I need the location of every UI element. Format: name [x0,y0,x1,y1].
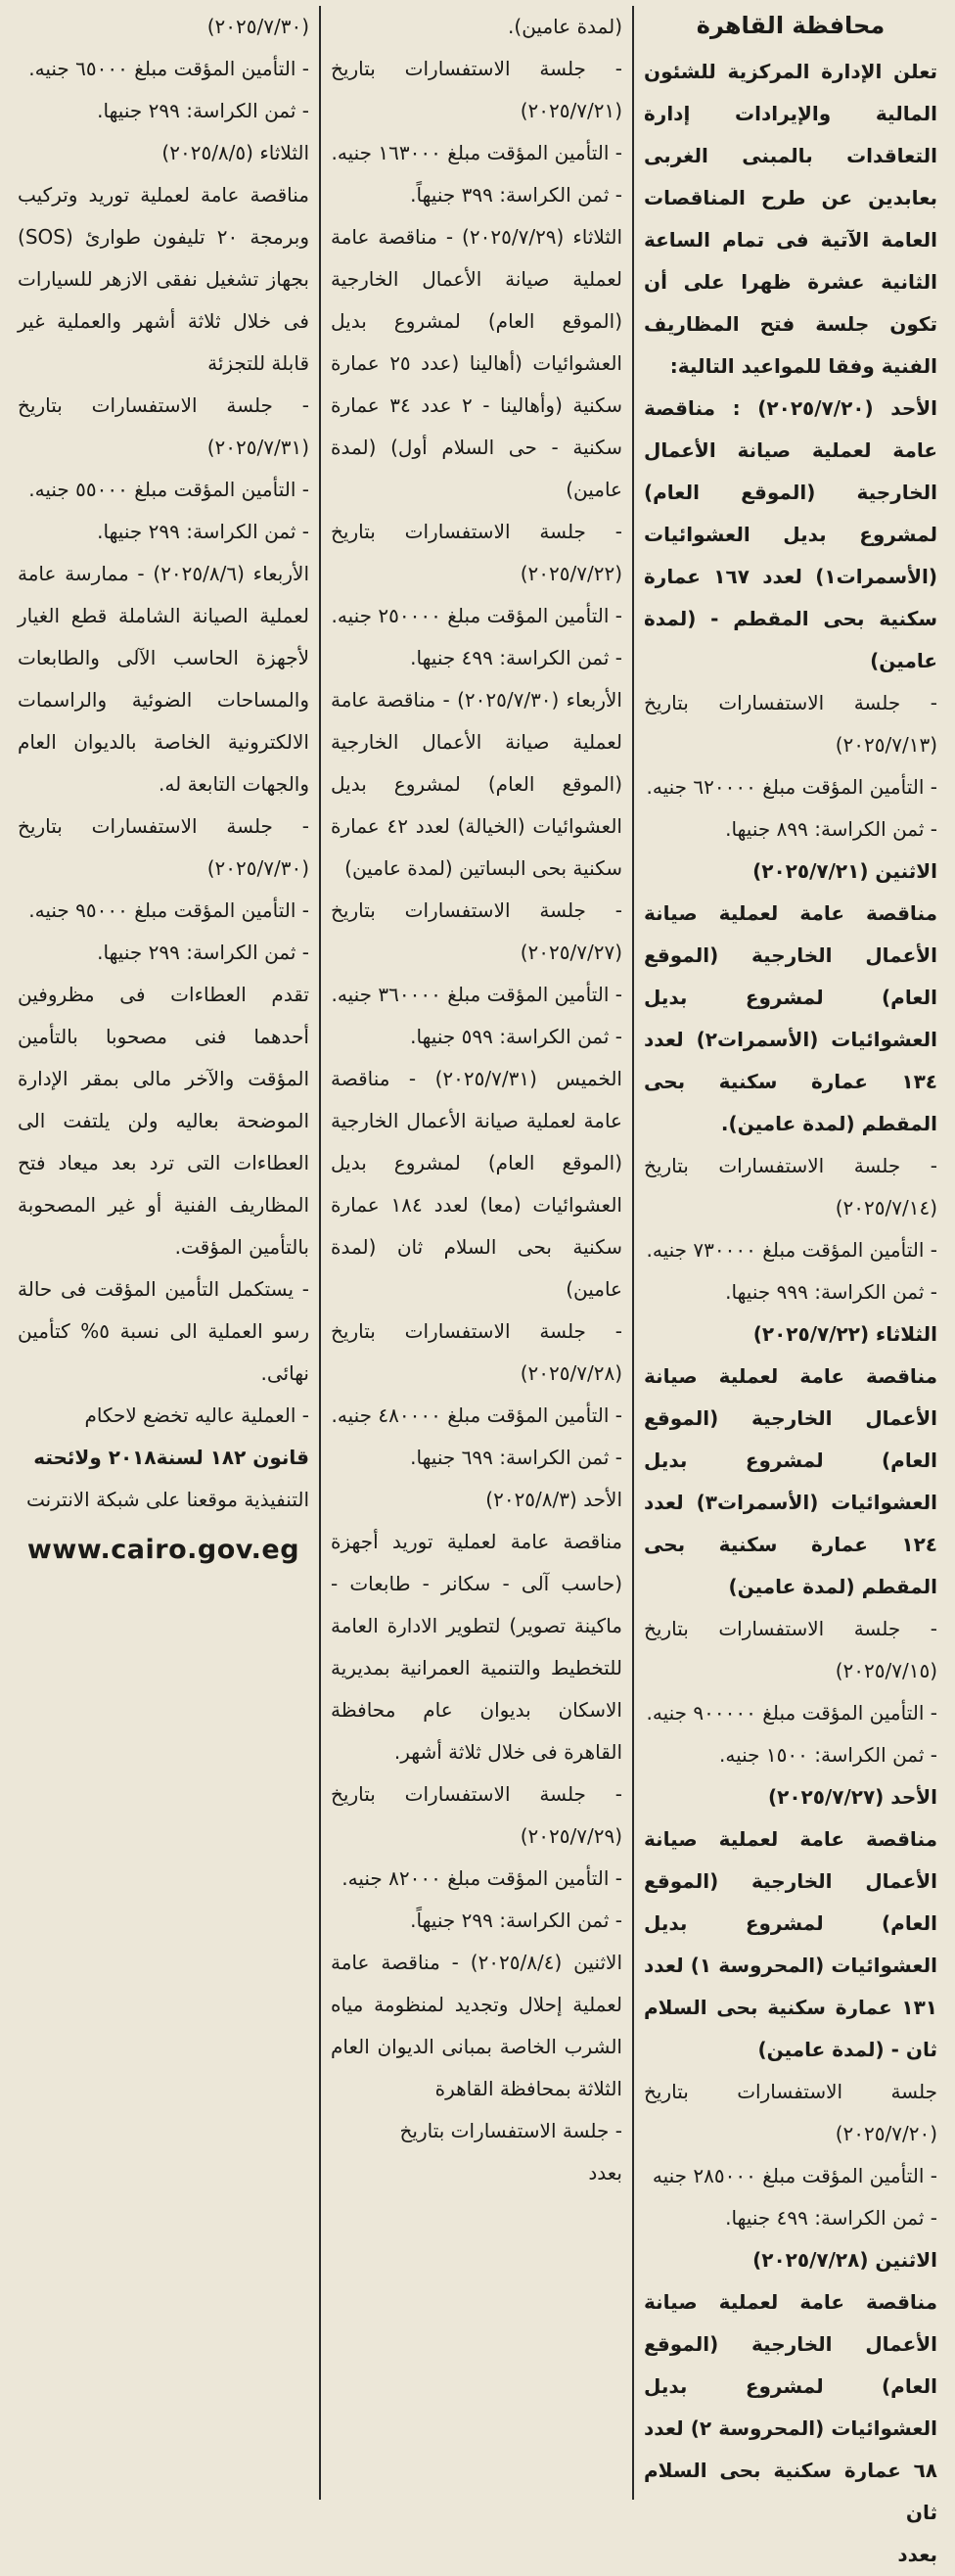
website-url[interactable]: www.cairo.gov.eg [26,1535,300,1565]
tender-2: مناقصة عامة لعملية صيانة الأعمال الخارجية (الموقع العام) لمشروع بديل العشوائيات (الأسمرات٢) لعدد ١٣٤ عمارة سكنية بحى المقطم (لمدة عامين). [637,901,937,1135]
left-tender-1-insurance: - التأمين المؤقت مبلغ ٥٥٠٠٠ جنيه. [28,478,309,501]
column-right [634,6,947,2566]
tender-4-insurance: - التأمين المؤقت مبلغ ٢٨٥٠٠٠ جنيه [652,2164,937,2187]
tender-5-date: الاثنين (٢٠٢٥/٧/٢٨) [752,2248,937,2272]
mid-tender-4: مناقصة عامة لعملية توريد أجهزة (حاسب آلى - سكانر - طابعات - ماكينة تصوير) لتطوير الادارة العامة للتخطيط والتنمية العمرانية بمديرية الاسكان بديوان عام محافظة القاهرة فى خلال ثلاثة أشهر. [324,1530,622,1764]
mid-tender-0-duration: (لمدة عامين). [508,15,622,38]
tender-3-inquiry: - جلسة الاستفسارات بتاريخ (٢٠٢٥/٧/١٥) [637,1617,937,1682]
mid-tender-4-inquiry: - جلسة الاستفسارات بتاريخ (٢٠٢٥/٧/٢٩) [324,1782,622,1848]
tender-2-price: - ثمن الكراسة: ٩٩٩ جنيها. [725,1280,937,1304]
tender-2-insurance: - التأمين المؤقت مبلغ ٧٣٠٠٠٠ جنيه. [646,1238,937,1262]
left-tender-0-insurance: - التأمين المؤقت مبلغ ٦٥٠٠٠ جنيه. [28,57,309,80]
column-left [8,6,321,2500]
left-tender-2-inquiry: - جلسة الاستفسارات بتاريخ (٢٠٢٥/٧/٣٠) [11,814,309,880]
mid-tender-1-inquiry: - جلسة الاستفسارات بتاريخ (٢٠٢٥/٧/٢٢) [324,520,622,585]
mid-tender-3-price: - ثمن الكراسة: ٦٩٩ جنيها. [410,1446,622,1469]
mid-tender-1-price: - ثمن الكراسة: ٤٩٩ جنيها. [410,646,622,669]
left-tender-0-date: (٢٠٢٥/٧/٣٠) [206,15,309,38]
column-middle [321,6,634,2500]
mid-tender-0-inquiry: - جلسة الاستفسارات بتاريخ (٢٠٢٥/٧/٢١) [324,57,622,122]
left-tender-0-price: - ثمن الكراسة: ٢٩٩ جنيها. [97,99,309,122]
left-tender-2: الأربعاء (٢٠٢٥/٨/٦) - ممارسة عامة لعملية الصيانة الشاملة قطع الغيار لأجهزة الحاسب الآلى والطابعات والمساحات الضوئية والراسمات الالكترونية الخاصة بالديوان العام والجهات التابعة له. [11,562,309,796]
left-tender-1-inquiry: - جلسة الاستفسارات بتاريخ (٢٠٢٥/٧/٣١) [11,393,309,459]
mid-tender-0-insurance: - التأمين المؤقت مبلغ ١٦٣٠٠٠ جنيه. [331,141,622,164]
continuation-mark: بعدد [897,2543,937,2566]
tender-3-price: - ثمن الكراسة: ١٥٠٠ جنيه. [719,1743,937,1767]
mid-tender-3: الخميس (٢٠٢٥/٧/٣١) - مناقصة عامة لعملية صيانة الأعمال الخارجية (الموقع العام) لمشروع بديل العشوائيات (معا) لعدد ١٨٤ عمارة سكنية بحى السلام ثان (لمدة عامين) [324,1067,622,1301]
mid-tender-5-inquiry: - جلسة الاستفسارات بتاريخ [399,2119,622,2142]
tender-3-insurance: - التأمين المؤقت مبلغ ٩٠٠٠٠٠ جنيه. [646,1701,937,1725]
tender-4-inquiry: جلسة الاستفسارات بتاريخ (٢٠٢٥/٧/٢٠) [637,2080,937,2145]
mid-tender-4-date: الأحد (٢٠٢٥/٨/٣) [485,1488,622,1511]
tender-1-inquiry: - جلسة الاستفسارات بتاريخ (٢٠٢٥/٧/١٣) [637,691,937,757]
tender-3-date: الثلاثاء (٢٠٢٥/٧/٢٢) [752,1322,937,1346]
mid-tender-2: الأربعاء (٢٠٢٥/٧/٣٠) - مناقصة عامة لعملية صيانة الأعمال الخارجية (الموقع العام) لمشروع بديل العشوائيات (الخيالة) لعدد ٤٢ عمارة سكنية بحى البساتين (لمدة عامين) [324,688,622,880]
tender-4-price: - ثمن الكراسة: ٤٩٩ جنيها. [725,2206,937,2230]
tender-1-price: - ثمن الكراسة: ٨٩٩ جنيها. [725,817,937,841]
mid-tender-5: الاثنين (٢٠٢٥/٨/٤) - مناقصة عامة لعملية إحلال وتجديد لمنظومة مياه الشرب الخاصة بمبانى الديوان العام الثلاثة بمحافظة القاهرة [324,1951,622,2100]
intro-text: تعلن الإدارة المركزية للشئون المالية والإيرادات إدارة التعاقدات بالمبنى الغربى بعابدين عن طرح المناقصات العامة الآتية فى تمام الساعة الثانية عشرة ظهرا على أن تكون جلسة فتح المظاريف الفنية وفقا للمواعيد التالية: [637,60,937,378]
mid-tender-3-inquiry: - جلسة الاستفسارات بتاريخ (٢٠٢٥/٧/٢٨) [324,1319,622,1385]
mid-tender-1-insurance: - التأمين المؤقت مبلغ ٢٥٠٠٠٠ جنيه. [331,604,622,627]
notes-law-intro: - العملية عاليه تخضع لاحكام [84,1403,309,1427]
mid-tender-1: الثلاثاء (٢٠٢٥/٧/٢٩) - مناقصة عامة لعملية صيانة الأعمال الخارجية (الموقع العام) لمشروع بديل العشوائيات (أهالينا (عدد ٢٥ عمارة سكنية (وأهالينا - ٢ عدد ٣٤ عمارة سكنية - حى السلام أول) (لمدة عامين) [324,225,623,501]
left-tender-2-price: - ثمن الكراسة: ٢٩٩ جنيها. [97,941,309,964]
tender-4-date: الأحد (٢٠٢٥/٧/٢٧) [767,1785,937,1809]
tender-1: الأحد (٢٠٢٥/٧/٢٠) : مناقصة عامة لعملية صيانة الأعمال الخارجية (الموقع العام) لمشروع بديل العشوائيات (الأسمرات١) لعدد ١٦٧ عمارة سكنية بحى المقطم - (لمدة عامين) [637,396,937,672]
tender-2-inquiry: - جلسة الاستفسارات بتاريخ (٢٠٢٥/٧/١٤) [637,1154,937,1219]
notes-final-insurance: - يستكمل التأمين المؤقت فى حالة رسو العملية الى نسبة ٥% كتأمين نهائى. [11,1277,310,1385]
tender-5: مناقصة عامة لعملية صيانة الأعمال الخارجية (الموقع العام) لمشروع بديل العشوائيات (المحروسة ٢) لعدد ٦٨ عمارة سكنية بحى السلام ثان [637,2290,938,2524]
page-title: محافظة القاهرة [696,12,886,39]
tender-4: مناقصة عامة لعملية صيانة الأعمال الخارجية (الموقع العام) لمشروع بديل العشوائيات (المحروسة ١) لعدد ١٣١ عمارة سكنية بحى السلام ثان - (لمدة عامين) [637,1827,938,2061]
mid-continuation-mark: بعدد [588,2161,622,2185]
tender-3: مناقصة عامة لعملية صيانة الأعمال الخارجية (الموقع العام) لمشروع بديل العشوائيات (الأسمرات٣) لعدد ١٢٤ عمارة سكنية بحى المقطم (لمدة عامين) [637,1364,937,1598]
left-tender-2-insurance: - التأمين المؤقت مبلغ ٩٥٠٠٠ جنيه. [28,898,309,922]
mid-tender-2-inquiry: - جلسة الاستفسارات بتاريخ (٢٠٢٥/٧/٢٧) [324,898,622,964]
tender-1-insurance: - التأمين المؤقت مبلغ ٦٢٠٠٠٠ جنيه. [646,775,937,799]
columns [8,6,947,2566]
mid-tender-2-price: - ثمن الكراسة: ٥٩٩ جنيها. [410,1025,622,1048]
left-tender-1: مناقصة عامة لعملية توريد وتركيب وبرمجة ٢٠ تليفون طوارئ (SOS) بجهاز تشغيل نفقى الازهر للسيارات فى خلال ثلاثة أشهر والعملية غير قابلة للتجزئة [11,183,309,375]
left-tender-1-price: - ثمن الكراسة: ٢٩٩ جنيها. [97,520,309,543]
mid-tender-0-price: - ثمن الكراسة: ٣٩٩ جنيهاً. [410,183,622,207]
tender-2-date: الاثنين (٢٠٢٥/٧/٢١) [752,859,937,883]
notes-submission: تقدم العطاءات فى مظروفين أحدهما فنى مصحوبا بالتأمين المؤقت والآخر مالى بمقر الإدارة الموضحة بعاليه ولن يلتفت الى العطاءات التى ترد بعد ميعاد فتح المظاريف الفنية أو غير المصحوبة بالتأمين المؤقت. [11,983,309,1259]
mid-tender-3-insurance: - التأمين المؤقت مبلغ ٤٨٠٠٠٠ جنيه. [331,1403,622,1427]
notes-law: قانون ١٨٢ لسنة٢٠١٨ ولائحته [33,1446,309,1469]
left-tender-1-date: الثلاثاء (٢٠٢٥/٨/٥) [161,141,309,164]
notes-website-intro: التنفيذية موقعنا على شبكة الانترنت [25,1488,309,1511]
mid-tender-4-insurance: - التأمين المؤقت مبلغ ٨٢٠٠٠ جنيه. [341,1866,622,1890]
mid-tender-4-price: - ثمن الكراسة: ٢٩٩ جنيهاً. [410,1909,622,1932]
mid-tender-2-insurance: - التأمين المؤقت مبلغ ٣٦٠٠٠٠ جنيه. [331,983,622,1006]
